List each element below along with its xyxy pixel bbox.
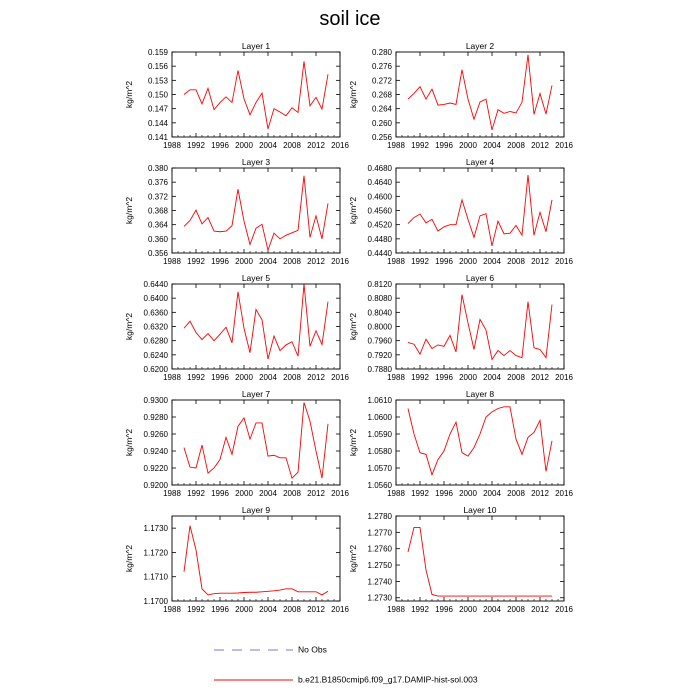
y-tick-label: 0.6360 [143,308,168,318]
legend-obs-label: No Obs [298,644,327,655]
x-tick-label: 2016 [331,489,349,498]
x-tick-label: 2016 [555,373,573,382]
legend [214,645,478,685]
x-tick-label: 2012 [531,489,549,498]
panel-layer-8 [348,389,573,498]
y-tick-label: 0.372 [147,192,168,202]
x-tick-label: 2008 [283,605,301,614]
x-tick-label: 2004 [483,373,501,382]
x-tick-label: 1996 [211,489,229,498]
y-tick-label: 0.260 [371,118,392,128]
panel-layer-6 [348,273,573,382]
x-tick-label: 2016 [555,605,573,614]
panel-title: Layer 8 [465,389,495,399]
plot-frame [396,52,564,137]
y-tick-label: 1.1720 [143,548,168,558]
y-tick-label: 1.2740 [367,577,392,587]
panel-title: Layer 4 [465,157,495,167]
y-tick-label: 0.9260 [143,430,168,439]
y-tick-label: 0.4480 [367,234,392,244]
x-tick-label: 1992 [187,257,205,266]
y-axis-label: kg/m^2 [348,196,358,225]
y-tick-label: 0.4640 [367,178,392,188]
legend-model-label: b.e21.B1850cmip6.f09_g17.DAMIP-hist-sol.003 [298,674,478,685]
series-line [408,527,552,596]
x-tick-label: 1988 [387,373,405,382]
series-line [408,55,552,130]
x-tick-label: 2008 [283,373,301,382]
x-tick-label: 1996 [435,257,453,266]
x-tick-label: 2012 [531,605,549,614]
y-tick-label: 0.159 [147,48,168,57]
x-tick-label: 2004 [259,373,277,382]
x-tick-label: 2000 [235,373,253,382]
y-tick-label: 0.280 [371,48,392,57]
x-tick-label: 2000 [459,257,477,266]
y-tick-label: 0.9280 [143,413,168,422]
y-tick-label: 0.7920 [367,350,392,360]
x-tick-label: 2008 [507,489,525,498]
y-tick-label: 0.356 [147,249,168,258]
panel-title: Layer 10 [463,505,497,515]
x-tick-label: 2016 [555,257,573,266]
panel-layer-10 [348,505,573,614]
panel-layer-4 [348,157,573,266]
y-tick-label: 1.0610 [367,396,392,405]
y-tick-label: 0.9220 [143,464,168,473]
y-axis-label: kg/m^2 [348,80,358,109]
plot-frame [396,400,564,485]
x-tick-label: 1996 [435,489,453,498]
x-tick-label: 2008 [283,141,301,150]
x-tick-label: 1992 [411,373,429,382]
plot-frame [172,52,340,137]
x-tick-label: 2004 [483,605,501,614]
x-tick-label: 1996 [435,373,453,382]
x-tick-label: 1988 [163,605,181,614]
y-tick-label: 0.6240 [143,350,168,360]
y-axis-label: kg/m^2 [348,544,358,573]
y-axis-label: kg/m^2 [124,544,134,573]
x-tick-label: 1988 [387,141,405,150]
y-axis-label: kg/m^2 [348,312,358,341]
plot-frame [396,516,564,601]
x-tick-label: 2016 [331,141,349,150]
x-tick-label: 2008 [283,489,301,498]
y-tick-label: 1.1730 [143,524,168,534]
x-tick-label: 2000 [235,257,253,266]
y-tick-label: 0.360 [147,234,168,244]
x-tick-label: 1988 [387,605,405,614]
x-tick-label: 2012 [307,605,325,614]
x-tick-label: 2008 [283,257,301,266]
x-tick-label: 2004 [259,257,277,266]
y-tick-label: 0.150 [147,90,168,100]
panel-layer-9 [124,505,349,614]
x-tick-label: 2012 [307,373,325,382]
plot-frame [172,400,340,485]
x-tick-label: 1996 [211,257,229,266]
panel-layer-7 [124,389,349,498]
panel-layer-1 [124,41,349,150]
x-tick-label: 1996 [211,373,229,382]
x-tick-label: 1988 [163,141,181,150]
y-tick-label: 0.380 [147,164,168,173]
x-tick-label: 2008 [507,605,525,614]
x-tick-label: 2008 [507,141,525,150]
x-tick-label: 1992 [187,489,205,498]
y-tick-label: 0.6200 [143,365,168,374]
y-tick-label: 0.6440 [143,280,168,289]
y-tick-label: 0.364 [147,220,168,230]
x-tick-label: 2012 [531,373,549,382]
figure-title: soil ice [319,8,381,30]
y-axis-label: kg/m^2 [124,312,134,341]
y-tick-label: 0.4440 [367,249,392,258]
y-tick-label: 0.8080 [367,294,392,304]
y-tick-label: 0.7960 [367,336,392,346]
x-tick-label: 1988 [163,373,181,382]
y-axis-label: kg/m^2 [124,196,134,225]
panel-layer-2 [348,41,573,150]
x-tick-label: 2000 [459,373,477,382]
x-tick-label: 2012 [531,257,549,266]
panel-title: Layer 3 [241,157,271,167]
x-tick-label: 2000 [459,141,477,150]
series-line [184,176,328,250]
panel-title: Layer 2 [465,41,495,51]
x-tick-label: 2000 [459,605,477,614]
x-tick-label: 2008 [507,373,525,382]
x-tick-label: 2004 [483,141,501,150]
x-tick-label: 1992 [187,373,205,382]
y-tick-label: 0.4680 [367,164,392,173]
y-tick-label: 1.0600 [367,413,392,422]
panel-title: Layer 7 [241,389,271,399]
panel-title: Layer 9 [241,505,271,515]
x-tick-label: 1988 [163,257,181,266]
y-tick-label: 0.6320 [143,322,168,332]
y-tick-label: 0.9200 [143,481,168,490]
x-tick-label: 2000 [235,141,253,150]
x-tick-label: 2016 [555,141,573,150]
y-tick-label: 1.0570 [367,464,392,473]
x-tick-label: 2016 [555,489,573,498]
x-tick-label: 1992 [411,257,429,266]
x-tick-label: 1996 [435,141,453,150]
y-tick-label: 0.4560 [367,206,392,216]
x-tick-label: 1992 [411,141,429,150]
y-tick-label: 0.153 [147,76,168,86]
x-tick-label: 2016 [331,257,349,266]
series-line [184,284,328,359]
y-tick-label: 1.2760 [367,544,392,554]
x-tick-label: 2016 [331,373,349,382]
y-tick-label: 1.0560 [367,481,392,490]
series-line [408,295,552,360]
x-tick-label: 2004 [259,141,277,150]
x-tick-label: 1992 [187,141,205,150]
x-tick-label: 2012 [307,141,325,150]
y-tick-label: 0.6280 [143,336,168,346]
x-tick-label: 2000 [235,489,253,498]
x-tick-label: 2004 [483,257,501,266]
y-tick-label: 0.9240 [143,447,168,456]
series-line [408,175,552,246]
x-tick-label: 2004 [259,489,277,498]
y-tick-label: 1.2730 [367,593,392,603]
y-tick-label: 0.256 [371,133,392,142]
x-tick-label: 2016 [331,605,349,614]
x-tick-label: 2012 [531,141,549,150]
x-tick-label: 2000 [459,489,477,498]
x-tick-label: 1992 [411,489,429,498]
y-axis-label: kg/m^2 [348,428,358,457]
panel-layer-3 [124,157,349,266]
y-tick-label: 0.7880 [367,365,392,374]
x-tick-label: 1996 [211,141,229,150]
panel-layer-5 [124,273,349,382]
plot-frame [172,284,340,369]
y-tick-label: 1.1710 [143,572,168,582]
y-tick-label: 0.376 [147,178,168,188]
series-line [184,61,328,129]
y-tick-label: 0.156 [147,62,168,72]
series-line [184,403,328,479]
series-line [408,407,552,475]
x-tick-label: 1988 [163,489,181,498]
y-tick-label: 1.1700 [143,597,168,606]
y-tick-label: 0.141 [147,133,168,142]
y-tick-label: 1.2770 [367,528,392,538]
y-tick-label: 0.276 [371,62,392,72]
x-tick-label: 2004 [259,605,277,614]
x-tick-label: 2008 [507,257,525,266]
y-tick-label: 0.4600 [367,192,392,202]
x-tick-label: 1996 [211,605,229,614]
y-tick-label: 0.368 [147,206,168,216]
y-tick-label: 0.147 [147,104,168,114]
y-tick-label: 0.9300 [143,396,168,405]
y-tick-label: 1.2780 [367,512,392,521]
panel-title: Layer 5 [241,273,271,283]
y-tick-label: 0.4520 [367,220,392,230]
y-tick-label: 0.6400 [143,294,168,304]
x-tick-label: 2012 [307,257,325,266]
y-tick-label: 1.0590 [367,430,392,439]
y-tick-label: 0.8000 [367,322,392,332]
y-tick-label: 0.268 [371,90,392,100]
x-tick-label: 1992 [187,605,205,614]
y-tick-label: 0.8040 [367,308,392,318]
plot-frame [172,168,340,253]
y-tick-label: 1.2750 [367,561,392,571]
x-tick-label: 2000 [235,605,253,614]
panel-title: Layer 6 [465,273,495,283]
y-axis-label: kg/m^2 [124,428,134,457]
x-tick-label: 1992 [411,605,429,614]
y-axis-label: kg/m^2 [124,80,134,109]
plot-frame [396,284,564,369]
x-tick-label: 2004 [483,489,501,498]
x-tick-label: 1988 [387,257,405,266]
plot-frame [396,168,564,253]
panel-title: Layer 1 [241,41,271,51]
y-tick-label: 0.264 [371,104,392,114]
y-tick-label: 0.272 [371,76,392,86]
x-tick-label: 1988 [387,489,405,498]
y-tick-label: 0.8120 [367,280,392,289]
x-tick-label: 1996 [435,605,453,614]
y-tick-label: 0.144 [147,118,168,128]
x-tick-label: 2012 [307,489,325,498]
y-tick-label: 1.0580 [367,447,392,456]
series-line [184,526,328,595]
